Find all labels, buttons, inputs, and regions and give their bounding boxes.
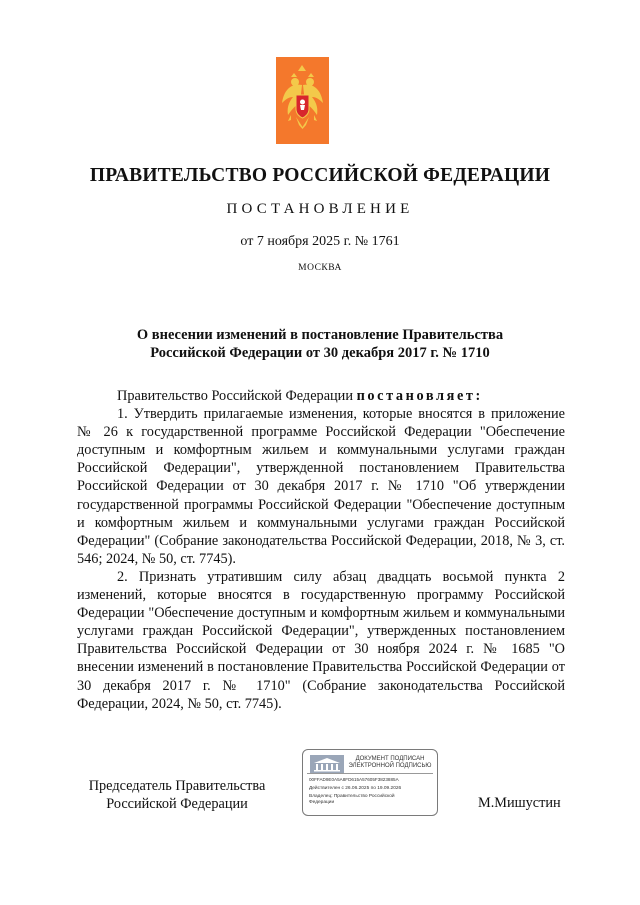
signatory-name: М.Мишустин [478,795,561,811]
coat-of-arms-icon [276,57,329,144]
stamp-certificate: 00FFAD9E0A5A8FD615A57605F3823885A [309,777,399,782]
government-building-icon [310,755,344,773]
document-type: ПОСТАНОВЛЕНИЕ [226,201,414,217]
coat-of-arms-emblem [276,57,329,144]
stamp-heading-line-1: ДОКУМЕНТ ПОДПИСАН [355,756,425,762]
signatory-position-line-1: Председатель Правительства [88,778,266,794]
decree-keyword: постановляет: [356,388,483,404]
paragraph-2: 2. Признать утратившим силу абзац двадцать восьмой пункта 2 изменений, которые вносятся в государственную программу Российской Федерации "Обеспечение доступным и комфортным жильем и коммунальными услугами граждан Российской Федерации", утвержденных постановлением Правительства Российской Федерации от 30 ноября 2024 г. № 1685 "О внесении изменений в постановление Правительства Российской Федерации от 30 декабря 2017 г. № 1710" (Собрание законодательства Российской Федерации, 2024, № 50, ст. 7745). [77,568,565,712]
document-title [0,326,640,362]
stamp-heading [347,756,433,770]
signatory-position [77,777,277,813]
government-title: ПРАВИТЕЛЬСТВО РОССИЙСКОЙ ФЕДЕРАЦИИ [89,165,551,186]
date-and-number: от 7 ноября 2025 г. № 1761 [240,234,400,249]
paragraph-1: 1. Утвердить прилагаемые изменения, которые вносятся в приложение № 26 к государственной программе Российской Федерации "Обеспечение доступным и комфортным жильем и коммунальными услугами граждан Российской Федерации", утвержденной постановлением Правительства Российской Федерации от 30 декабря 2017 г. № 1710 "Об утверждении государственной программы Российской Федерации "Обеспечение доступным и комфортным жильем и коммунальными услугами граждан Российской Федерации" (Собрание законодательства Российской Федерации, 2018, № 3, ст. 546; 2024, № 50, ст. 7745). [77,406,565,567]
stamp-validity: Действителен с 26.06.2025 по 19.09.2026 [309,786,402,791]
decree-intro [77,387,565,405]
decree-intro-prefix: Правительство Российской Федерации [117,388,357,404]
document-title-line-1: О внесении изменений в постановление Правительства [136,327,504,343]
stamp-heading-line-2: ЭЛЕКТРОННОЙ ПОДПИСЬЮ [348,763,432,769]
document-title-line-2: Российской Федерации от 30 декабря 2017 г. № 1710 [150,345,490,361]
signatory-position-line-2: Российской Федерации [106,796,248,812]
stamp-divider [307,773,433,774]
city: МОСКВА [298,263,342,273]
document-body [77,387,565,713]
stamp-owner: Владелец: Правительство Российской Федерации [309,794,395,805]
electronic-signature-stamp [302,749,438,816]
